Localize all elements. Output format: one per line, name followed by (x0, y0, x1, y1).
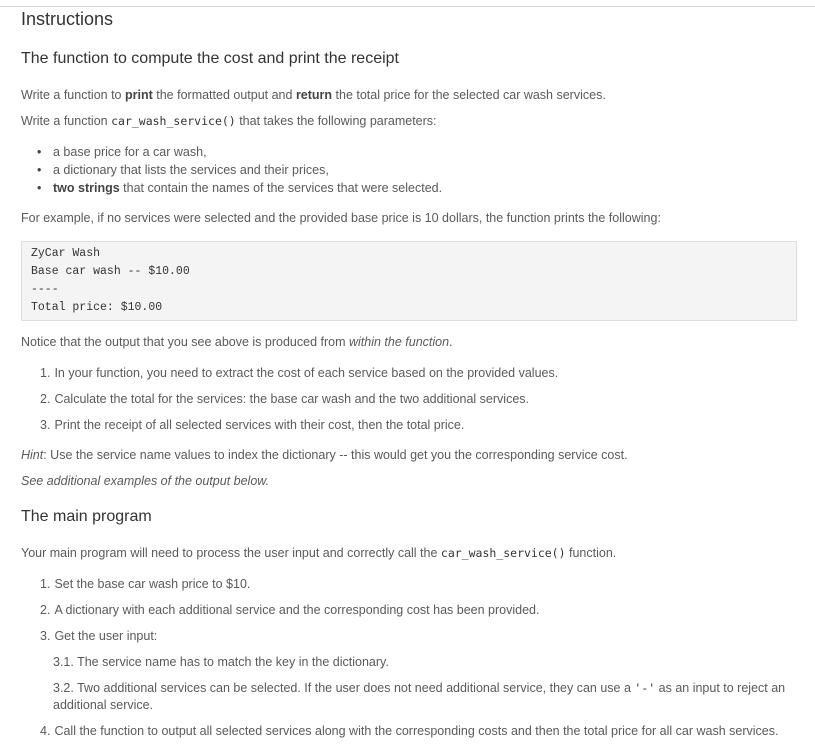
see-more-text: See additional examples of the output below. (21, 474, 270, 488)
main-intro-paragraph (21, 546, 616, 560)
two-strings-bold: two strings (53, 181, 120, 195)
params-text-b: that takes the following parameters: (235, 114, 437, 128)
list-text: In your function, you need to extract the cost of each service based on the provided values. (54, 366, 559, 380)
substep-text-b: as an input to reject an additional service. (53, 681, 786, 712)
list-item (40, 577, 250, 591)
list-item (40, 603, 539, 617)
see-more-paragraph (21, 474, 269, 488)
list-number: 3. (40, 629, 51, 643)
list-text: Call the function to output all selected services along with the corresponding costs and then the total price for all car wash services. (54, 724, 779, 738)
list-text: Get the user input: (54, 629, 158, 643)
code-line: ZyCar Wash (31, 247, 101, 260)
example-paragraph: For example, if no services were selected and the provided base price is 10 dollars, the function prints the following: (21, 211, 661, 225)
section-heading-function: The function to compute the cost and print the receipt (21, 50, 399, 67)
main-intro-text-a: Your main program will need to process the user input and correctly call the (21, 546, 441, 560)
function-name-code: car_wash_service() (440, 546, 566, 560)
notice-emphasis: within the function (348, 335, 450, 349)
main-intro-text-b: function. (565, 546, 617, 560)
substep-item (53, 680, 793, 714)
list-text: Set the base car wash price to $10. (54, 577, 251, 591)
code-line: ---- (31, 283, 59, 296)
hint-paragraph (21, 448, 628, 462)
list-number: 1. (40, 366, 51, 380)
list-item (40, 366, 558, 380)
params-paragraph (21, 114, 437, 128)
code-line: Base car wash -- $10.00 (31, 265, 190, 278)
top-divider (0, 6, 815, 7)
output-code-block (21, 241, 797, 321)
code-line: Total price: $10.00 (31, 301, 163, 314)
notice-text-a: Notice that the output that you see above is produced from (21, 335, 349, 349)
list-item (40, 392, 529, 406)
bullet-item-two-strings (53, 181, 442, 195)
notice-paragraph (21, 335, 453, 349)
list-item (40, 724, 778, 738)
intro-print-bold: print (125, 88, 153, 102)
substep-item: 3.1. The service name has to match the key in the dictionary. (53, 655, 389, 669)
list-text: Calculate the total for the services: the base car wash and the two additional services. (54, 392, 529, 406)
bullet-item-base-price: • a base price for a car wash, (53, 145, 207, 159)
intro-text-e: the total price for the selected car wash services. (332, 88, 606, 102)
bullet-item-dictionary: • a dictionary that lists the services and their prices, (53, 163, 329, 177)
list-number: 1. (40, 577, 51, 591)
list-number: 3. (40, 418, 51, 432)
params-text-a: Write a function (21, 114, 112, 128)
two-strings-rest: that contain the names of the services that were selected. (119, 181, 443, 195)
hint-label: Hint (21, 448, 44, 462)
list-item (40, 629, 157, 643)
hint-text: : Use the service name values to index the dictionary -- this would get you the corresponding service cost. (43, 448, 628, 462)
list-text: Print the receipt of all selected services with their cost, then the total price. (54, 418, 465, 432)
dash-code: '-' (634, 681, 656, 695)
list-item (40, 418, 464, 432)
substep-text-a: 3.2. Two additional services can be selected. If the user does not need additional service, they can use a (53, 681, 635, 695)
list-number: 4. (40, 724, 51, 738)
notice-text-b: . (449, 335, 453, 349)
list-number: 2. (40, 603, 51, 617)
intro-text-c: the formatted output and (152, 88, 296, 102)
page-title: Instructions (21, 9, 114, 29)
intro-return-bold: return (295, 88, 333, 102)
intro-paragraph (21, 88, 606, 102)
intro-text-a: Write a function to (21, 88, 125, 102)
list-number: 2. (40, 392, 51, 406)
list-text: A dictionary with each additional service and the corresponding cost has been provided. (54, 603, 540, 617)
section-heading-main-program: The main program (21, 508, 152, 525)
function-name-code: car_wash_service() (111, 114, 236, 128)
